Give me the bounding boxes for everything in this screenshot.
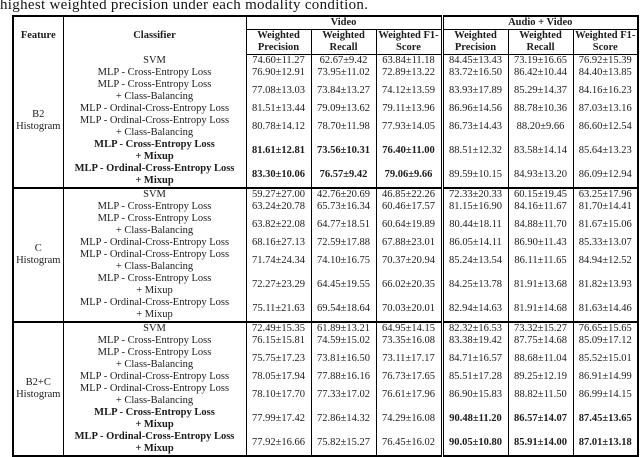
video-weighted-f1-value: 60.46±17.57 — [376, 201, 442, 213]
classifier-line: MLP - Cross-Entropy Loss — [97, 335, 212, 346]
av-weighted-f1-value: 81.67±15.06 — [573, 213, 638, 237]
feature-line: Histogram — [16, 255, 61, 266]
video-weighted-precision-value: 63.82±22.08 — [246, 213, 311, 237]
table-row — [13, 79, 638, 103]
classifier-line: + Class-Balancing — [115, 395, 194, 406]
video-weighted-recall-value: 74.10±16.75 — [311, 249, 376, 273]
video-weighted-f1-value: 66.02±20.35 — [376, 273, 442, 297]
av-weighted-precision-value: 83.93±17.89 — [442, 79, 508, 103]
classifier-line: MLP - Cross-Entropy Loss — [97, 213, 212, 224]
av-weighted-f1-header: Weighted F1-Score — [573, 30, 638, 55]
classifier-cell — [63, 347, 246, 371]
video-weighted-precision-value: 81.61±12.81 — [246, 139, 311, 163]
av-weighted-f1-value: 81.82±13.93 — [573, 273, 638, 297]
video-weighted-recall-value: 74.59±15.02 — [311, 335, 376, 347]
video-weighted-recall-value: 62.67±9.42 — [311, 55, 376, 68]
video-weighted-precision-value: 59.27±27.00 — [246, 188, 311, 201]
caption-text: highest weighted precision under each modality condition. — [0, 0, 369, 13]
classifier-cell — [63, 383, 246, 407]
classifier-line: + Class-Balancing — [115, 261, 194, 272]
feature-cell — [13, 55, 63, 189]
video-weighted-recall-value: 72.86±14.32 — [311, 407, 376, 431]
av-weighted-recall-header: Weighted Recall — [508, 30, 573, 55]
av-weighted-f1-value: 85.52±15.01 — [573, 347, 638, 371]
av-weighted-precision-value: 83.38±19.42 — [442, 335, 508, 347]
video-weighted-precision-value: 71.74±24.34 — [246, 249, 311, 273]
classifier-cell — [63, 139, 246, 163]
classifier-cell — [63, 115, 246, 139]
av-weighted-f1-value: 86.60±12.54 — [573, 115, 638, 139]
feature-header: Feature — [20, 29, 56, 41]
av-weighted-f1-value: 85.64±13.23 — [573, 139, 638, 163]
table-row — [13, 201, 638, 213]
av-weighted-precision-value: 84.25±13.78 — [442, 273, 508, 297]
feature-line: B2 — [32, 108, 45, 120]
video-weighted-precision-value: 72.27±23.29 — [246, 273, 311, 297]
video-weighted-f1-value: 77.93±14.05 — [376, 115, 442, 139]
av-weighted-f1-value: 85.33±13.07 — [573, 237, 638, 249]
av-weighted-precision-value: 72.33±20.33 — [442, 188, 508, 201]
video-weighted-recall-header: Weighted Recall — [311, 30, 376, 55]
video-weighted-precision-value: 78.05±17.94 — [246, 371, 311, 383]
av-weighted-precision-value: 82.94±14.63 — [442, 297, 508, 322]
video-weighted-f1-value: 63.84±11.18 — [376, 55, 442, 68]
video-weighted-recall-value: 64.77±18.51 — [311, 213, 376, 237]
video-weighted-precision-value: 76.90±12.91 — [246, 67, 311, 79]
table-row — [13, 371, 638, 383]
classifier-line: MLP - Ordinal-Cross-Entropy Loss — [79, 371, 230, 382]
video-weighted-f1-value: 70.37±20.94 — [376, 249, 442, 273]
av-weighted-f1-value: 84.16±16.23 — [573, 79, 638, 103]
av-weighted-precision-value: 82.32±16.53 — [442, 322, 508, 335]
video-weighted-recall-value: 73.56±10.31 — [311, 139, 376, 163]
classifier-cell — [63, 431, 246, 456]
av-weighted-f1-value: 87.45±13.65 — [573, 407, 638, 431]
video-weighted-recall-value: 79.09±13.62 — [311, 103, 376, 115]
av-weighted-recall-value: 89.25±12.19 — [508, 371, 573, 383]
av-weighted-precision-value: 86.73±14.43 — [442, 115, 508, 139]
video-weighted-f1-value: 70.03±20.01 — [376, 297, 442, 322]
classifier-line: MLP - Cross-Entropy Loss — [97, 67, 212, 78]
video-weighted-f1-value: 76.61±17.96 — [376, 383, 442, 407]
classifier-cell — [63, 371, 246, 383]
video-weighted-recall-value: 77.88±16.16 — [311, 371, 376, 383]
classifier-cell — [63, 67, 246, 79]
video-weighted-recall-value: 73.84±13.27 — [311, 79, 376, 103]
classifier-line: + Mixup — [135, 175, 174, 186]
classifier-line: MLP - Cross-Entropy Loss — [94, 139, 215, 150]
classifier-line: MLP - Cross-Entropy Loss — [97, 273, 212, 284]
video-weighted-precision-value: 83.30±10.06 — [246, 163, 311, 188]
video-weighted-recall-value: 73.95±11.02 — [311, 67, 376, 79]
av-weighted-recall-value: 84.16±11.67 — [508, 201, 573, 213]
av-weighted-precision-value: 80.44±18.11 — [442, 213, 508, 237]
av-weighted-f1-value: 81.63±14.46 — [573, 297, 638, 322]
av-weighted-f1-value: 86.99±14.15 — [573, 383, 638, 407]
classifier-line: MLP - Ordinal-Cross-Entropy Loss — [79, 237, 230, 248]
table-row — [13, 407, 638, 431]
av-weighted-f1-value: 85.09±17.12 — [573, 335, 638, 347]
table-row — [13, 103, 638, 115]
video-weighted-recall-value: 64.45±19.55 — [311, 273, 376, 297]
av-weighted-recall-value: 86.90±11.43 — [508, 237, 573, 249]
feature-line: Histogram — [16, 389, 61, 400]
feature-line: Histogram — [16, 120, 61, 132]
av-weighted-recall-value: 86.42±10.44 — [508, 67, 573, 79]
video-weighted-precision-value: 77.92±16.66 — [246, 431, 311, 456]
classifier-line: SVM — [143, 54, 166, 66]
av-weighted-recall-value: 73.32±15.27 — [508, 322, 573, 335]
video-group-header: Video — [246, 16, 442, 30]
av-weighted-precision-value: 85.24±13.54 — [442, 249, 508, 273]
av-weighted-f1-value: 87.03±13.16 — [573, 103, 638, 115]
table-row — [13, 249, 638, 273]
av-weighted-recall-value: 73.19±16.65 — [508, 55, 573, 68]
classifier-line: + Mixup — [135, 419, 174, 430]
classifier-cell — [63, 322, 246, 335]
av-weighted-recall-value: 81.91±14.68 — [508, 297, 573, 322]
table-row — [13, 163, 638, 188]
video-weighted-precision-value: 68.16±27.13 — [246, 237, 311, 249]
av-weighted-recall-value: 84.93±13.20 — [508, 163, 573, 188]
classifier-line: + Mixup — [135, 443, 174, 454]
video-weighted-recall-value: 75.82±15.27 — [311, 431, 376, 456]
table-row — [13, 431, 638, 456]
video-weighted-f1-value: 76.40±11.00 — [376, 139, 442, 163]
table-row — [13, 335, 638, 347]
classifier-cell — [63, 273, 246, 297]
table-row — [13, 55, 638, 68]
audio-video-group-header: Audio + Video — [442, 16, 638, 30]
video-weighted-f1-header: Weighted F1-Score — [376, 30, 442, 55]
classifier-line: SVM — [143, 189, 166, 200]
video-weighted-recall-value: 72.59±17.88 — [311, 237, 376, 249]
video-weighted-precision-value: 76.15±15.81 — [246, 335, 311, 347]
classifier-cell — [63, 201, 246, 213]
classifier-cell — [63, 163, 246, 188]
results-table — [12, 15, 639, 457]
classifier-line: MLP - Ordinal-Cross-Entropy Loss — [79, 249, 230, 260]
av-weighted-recall-value: 81.91±13.68 — [508, 273, 573, 297]
video-weighted-recall-value: 78.70±11.98 — [311, 115, 376, 139]
av-weighted-recall-value: 85.91±14.00 — [508, 431, 573, 456]
av-weighted-f1-value: 87.01±13.18 — [573, 431, 638, 456]
classifier-line: SVM — [143, 323, 166, 334]
av-weighted-precision-value: 83.72±16.50 — [442, 67, 508, 79]
av-weighted-recall-value: 87.75±14.68 — [508, 335, 573, 347]
video-weighted-f1-value: 74.12±13.59 — [376, 79, 442, 103]
classifier-header: Classifier — [63, 16, 246, 55]
feature-line: C — [34, 243, 42, 254]
classifier-cell — [63, 213, 246, 237]
video-weighted-recall-value: 77.33±17.02 — [311, 383, 376, 407]
video-weighted-f1-value: 79.11±13.96 — [376, 103, 442, 115]
video-weighted-precision-value: 72.49±15.35 — [246, 322, 311, 335]
classifier-cell — [63, 237, 246, 249]
av-weighted-recall-value: 60.15±19.45 — [508, 188, 573, 201]
table-row — [13, 297, 638, 322]
table-row — [13, 347, 638, 371]
classifier-line: + Class-Balancing — [115, 127, 194, 138]
classifier-line: + Mixup — [136, 309, 173, 320]
av-weighted-f1-value: 76.92±15.39 — [573, 55, 638, 68]
av-weighted-precision-header: Weighted Precision — [442, 30, 508, 55]
av-weighted-recall-value: 88.78±10.36 — [508, 103, 573, 115]
av-weighted-recall-value: 88.68±11.04 — [508, 347, 573, 371]
video-weighted-precision-value: 75.75±17.23 — [246, 347, 311, 371]
video-weighted-recall-value: 73.81±16.50 — [311, 347, 376, 371]
table-row — [13, 322, 638, 335]
classifier-line: MLP - Cross-Entropy Loss — [94, 407, 215, 418]
video-weighted-precision-value: 63.24±20.78 — [246, 201, 311, 213]
classifier-line: MLP - Cross-Entropy Loss — [97, 347, 212, 358]
video-weighted-f1-value: 73.11±17.17 — [376, 347, 442, 371]
av-weighted-recall-value: 84.88±11.70 — [508, 213, 573, 237]
av-weighted-precision-value: 84.71±16.57 — [442, 347, 508, 371]
av-weighted-precision-value: 90.48±11.20 — [442, 407, 508, 431]
feature-cell — [13, 188, 63, 322]
table-row — [13, 115, 638, 139]
video-weighted-precision-value: 74.60±11.27 — [246, 55, 311, 68]
av-weighted-f1-value: 81.70±14.41 — [573, 201, 638, 213]
classifier-line: MLP - Ordinal-Cross-Entropy Loss — [79, 383, 230, 394]
video-weighted-f1-value: 46.85±22.26 — [376, 188, 442, 201]
video-weighted-f1-value: 76.45±16.02 — [376, 431, 442, 456]
classifier-cell — [63, 249, 246, 273]
classifier-line: MLP - Ordinal-Cross-Entropy Loss — [74, 163, 235, 174]
av-weighted-f1-value: 86.09±12.94 — [573, 163, 638, 188]
av-weighted-f1-value: 63.25±17.96 — [573, 188, 638, 201]
av-weighted-recall-value: 88.20±9.66 — [508, 115, 573, 139]
video-weighted-recall-value: 61.89±13.21 — [311, 322, 376, 335]
video-weighted-f1-value: 76.73±17.65 — [376, 371, 442, 383]
classifier-line: + Mixup — [136, 285, 173, 296]
classifier-line: MLP - Ordinal-Cross-Entropy Loss — [74, 431, 235, 442]
table-row — [13, 188, 638, 201]
classifier-line: + Class-Balancing — [115, 91, 194, 102]
video-weighted-f1-value: 73.35±16.08 — [376, 335, 442, 347]
feature-line: B2+C — [25, 377, 51, 388]
av-weighted-recall-value: 88.82±11.50 — [508, 383, 573, 407]
table-row — [13, 213, 638, 237]
classifier-cell — [63, 297, 246, 322]
classifier-line: MLP - Ordinal-Cross-Entropy Loss — [79, 103, 230, 114]
video-weighted-f1-value: 74.29±16.08 — [376, 407, 442, 431]
table-row — [13, 67, 638, 79]
classifier-line: MLP - Ordinal-Cross-Entropy Loss — [79, 115, 230, 126]
video-weighted-precision-header: Weighted Precision — [246, 30, 311, 55]
classifier-line: + Class-Balancing — [115, 359, 194, 370]
av-weighted-recall-value: 85.29±14.37 — [508, 79, 573, 103]
video-weighted-recall-value: 65.73±16.34 — [311, 201, 376, 213]
feature-cell — [13, 322, 63, 456]
video-weighted-precision-value: 77.99±17.42 — [246, 407, 311, 431]
classifier-cell — [63, 335, 246, 347]
av-weighted-precision-value: 86.90±15.83 — [442, 383, 508, 407]
av-weighted-precision-value: 85.51±17.28 — [442, 371, 508, 383]
classifier-cell — [63, 103, 246, 115]
classifier-line: + Class-Balancing — [115, 225, 194, 236]
table-row — [13, 139, 638, 163]
av-weighted-precision-value: 90.05±10.80 — [442, 431, 508, 456]
av-weighted-precision-value: 86.96±14.56 — [442, 103, 508, 115]
video-weighted-f1-value: 72.89±13.22 — [376, 67, 442, 79]
classifier-line: + Mixup — [135, 151, 174, 162]
video-weighted-precision-value: 78.10±17.70 — [246, 383, 311, 407]
classifier-cell — [63, 188, 246, 201]
classifier-cell — [63, 55, 246, 68]
video-weighted-f1-value: 67.88±23.01 — [376, 237, 442, 249]
table-row — [13, 237, 638, 249]
video-weighted-precision-value: 81.51±13.44 — [246, 103, 311, 115]
video-weighted-f1-value: 60.64±19.89 — [376, 213, 442, 237]
av-weighted-precision-value: 89.59±10.15 — [442, 163, 508, 188]
av-weighted-precision-value: 84.45±13.43 — [442, 55, 508, 68]
av-weighted-precision-value: 88.51±12.32 — [442, 139, 508, 163]
video-weighted-precision-value: 80.78±14.12 — [246, 115, 311, 139]
av-weighted-f1-value: 84.94±12.52 — [573, 249, 638, 273]
classifier-line: MLP - Cross-Entropy Loss — [97, 201, 212, 212]
av-weighted-f1-value: 76.65±15.65 — [573, 322, 638, 335]
classifier-cell — [63, 407, 246, 431]
av-weighted-recall-value: 86.11±11.65 — [508, 249, 573, 273]
av-weighted-recall-value: 86.57±14.07 — [508, 407, 573, 431]
video-weighted-recall-value: 69.54±18.64 — [311, 297, 376, 322]
video-weighted-recall-value: 76.57±9.42 — [311, 163, 376, 188]
classifier-cell — [63, 79, 246, 103]
table-row — [13, 383, 638, 407]
video-weighted-f1-value: 64.95±14.15 — [376, 322, 442, 335]
table-row — [13, 273, 638, 297]
video-weighted-recall-value: 42.76±20.69 — [311, 188, 376, 201]
av-weighted-precision-value: 81.15±16.90 — [442, 201, 508, 213]
av-weighted-precision-value: 86.05±14.11 — [442, 237, 508, 249]
av-weighted-f1-value: 84.40±13.85 — [573, 67, 638, 79]
av-weighted-recall-value: 83.58±14.14 — [508, 139, 573, 163]
video-weighted-f1-value: 79.06±9.66 — [376, 163, 442, 188]
classifier-line: MLP - Ordinal-Cross-Entropy Loss — [79, 297, 230, 308]
video-weighted-precision-value: 75.11±21.63 — [246, 297, 311, 322]
classifier-line: MLP - Cross-Entropy Loss — [97, 79, 212, 90]
video-weighted-precision-value: 77.08±13.03 — [246, 79, 311, 103]
av-weighted-f1-value: 86.91±14.99 — [573, 371, 638, 383]
